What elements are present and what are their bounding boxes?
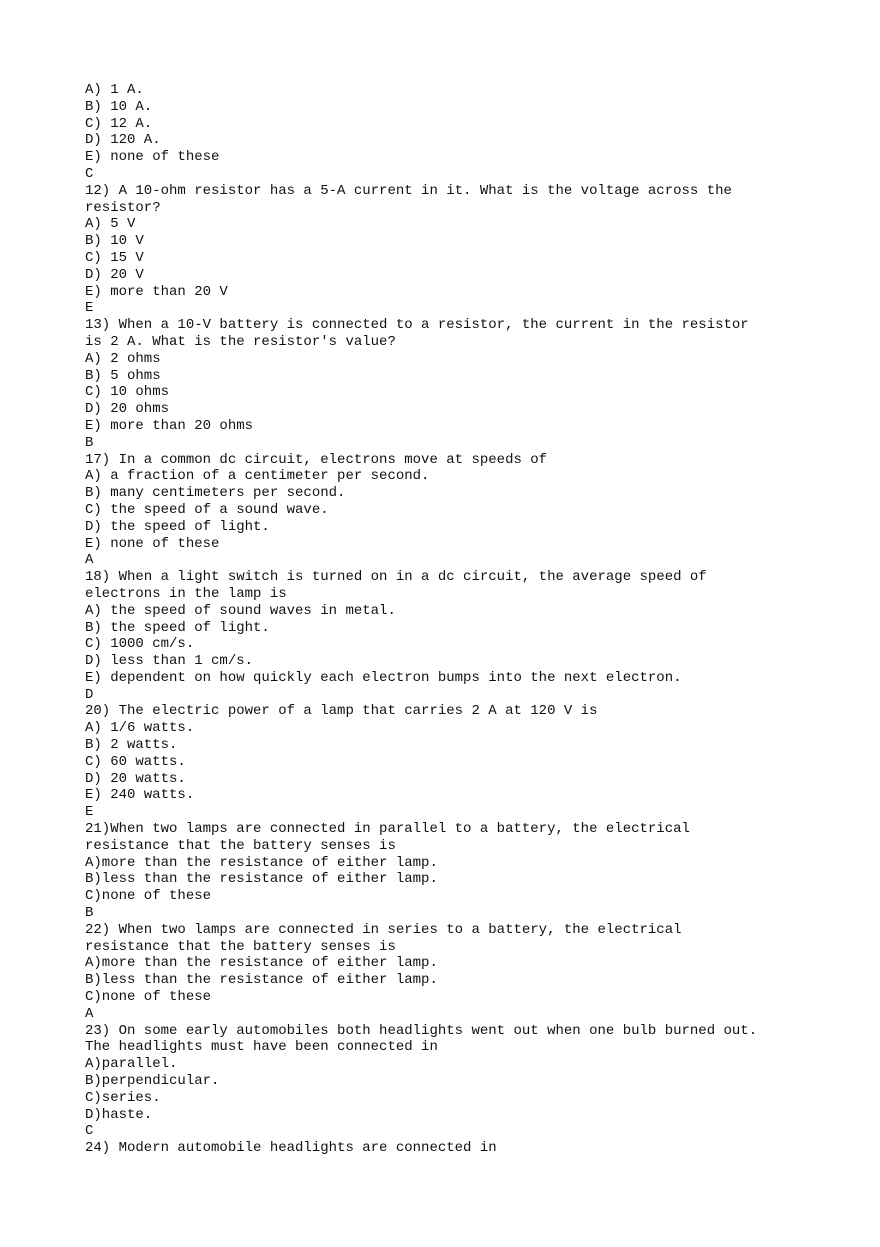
text-line: resistor? <box>85 199 161 216</box>
text-line: 13) When a 10-V battery is connected to a resistor, the current in the resistor <box>85 317 749 334</box>
text-line: A) 1 A. <box>85 82 144 98</box>
text-line: electrons in the lamp is <box>85 585 287 602</box>
text-line: D) 20 watts. <box>85 770 186 787</box>
text-line: 12) A 10-ohm resistor has a 5-A current in it. What is the voltage across the <box>85 182 732 199</box>
text-line: D) 20 V <box>85 266 144 283</box>
text-line: 17) In a common dc circuit, electrons move at speeds of <box>85 451 548 468</box>
text-line: D)haste. <box>85 1106 153 1123</box>
text-line: E <box>85 804 94 821</box>
text-line: B <box>85 905 94 922</box>
text-line: C)series. <box>85 1089 161 1106</box>
text-line: A) 5 V <box>85 216 136 233</box>
text-line: C) 12 A. <box>85 115 153 132</box>
text-line: E <box>85 300 94 317</box>
text-line: B) 10 A. <box>85 98 153 115</box>
text-line: resistance that the battery senses is <box>85 938 396 955</box>
text-line: 21)When two lamps are connected in parallel to a battery, the electrical <box>85 821 690 838</box>
text-line: C) 1000 cm/s. <box>85 636 195 653</box>
text-line: 22) When two lamps are connected in series to a battery, the electrical <box>85 921 682 938</box>
text-line: A)more than the resistance of either lamp. <box>85 854 438 871</box>
text-line: 18) When a light switch is turned on in a dc circuit, the average speed of <box>85 569 707 586</box>
text-line: B)perpendicular. <box>85 1073 220 1090</box>
text-line: B) 2 watts. <box>85 737 178 754</box>
text-line: E) none of these <box>85 149 220 166</box>
text-line: B) 5 ohms <box>85 367 161 384</box>
text-line: C)none of these <box>85 888 212 905</box>
text-line: C) 60 watts. <box>85 753 186 770</box>
text-line: B)less than the resistance of either lamp. <box>85 972 438 989</box>
text-line: D) 20 ohms <box>85 401 170 418</box>
text-line: The headlights must have been connected in <box>85 1039 438 1056</box>
text-line: E) dependent on how quickly each electron bumps into the next electron. <box>85 669 682 686</box>
text-line: D) less than 1 cm/s. <box>85 653 254 670</box>
text-line: C <box>85 165 94 182</box>
text-line: A <box>85 552 94 569</box>
text-line: A) the speed of sound waves in metal. <box>85 602 396 619</box>
text-line: is 2 A. What is the resistor's value? <box>85 333 396 350</box>
text-line: B) the speed of light. <box>85 619 270 636</box>
text-line: E) none of these <box>85 535 220 552</box>
text-line: E) more than 20 V <box>85 283 228 300</box>
text-line: E) 240 watts. <box>85 787 195 804</box>
text-line: 24) Modern automobile headlights are connected in <box>85 1140 497 1157</box>
text-line: C)none of these <box>85 989 212 1006</box>
text-line: B) 10 V <box>85 233 144 250</box>
text-line: A) a fraction of a centimeter per second. <box>85 468 430 485</box>
document-page <box>85 82 845 1157</box>
text-line: E) more than 20 ohms <box>85 417 254 434</box>
text-line: C) the speed of a sound wave. <box>85 501 329 518</box>
text-line: B <box>85 434 94 451</box>
text-line: B) many centimeters per second. <box>85 485 346 502</box>
text-line: C) 10 ohms <box>85 384 170 401</box>
text-line: D <box>85 686 94 703</box>
text-line: D) 120 A. <box>85 132 161 149</box>
text-line: A) 1/6 watts. <box>85 720 195 737</box>
text-line: C) 15 V <box>85 249 144 266</box>
text-line: resistance that the battery senses is <box>85 837 396 854</box>
text-line: A <box>85 1005 94 1022</box>
text-line: B)less than the resistance of either lamp. <box>85 871 438 888</box>
text-line: 23) On some early automobiles both headlights went out when one bulb burned out. <box>85 1022 758 1039</box>
text-line: 20) The electric power of a lamp that carries 2 A at 120 V is <box>85 703 598 720</box>
text-line: D) the speed of light. <box>85 518 270 535</box>
text-line: A)more than the resistance of either lamp. <box>85 955 438 972</box>
text-line: A)parallel. <box>85 1056 178 1073</box>
text-line: C <box>85 1123 94 1140</box>
text-line: A) 2 ohms <box>85 350 161 367</box>
